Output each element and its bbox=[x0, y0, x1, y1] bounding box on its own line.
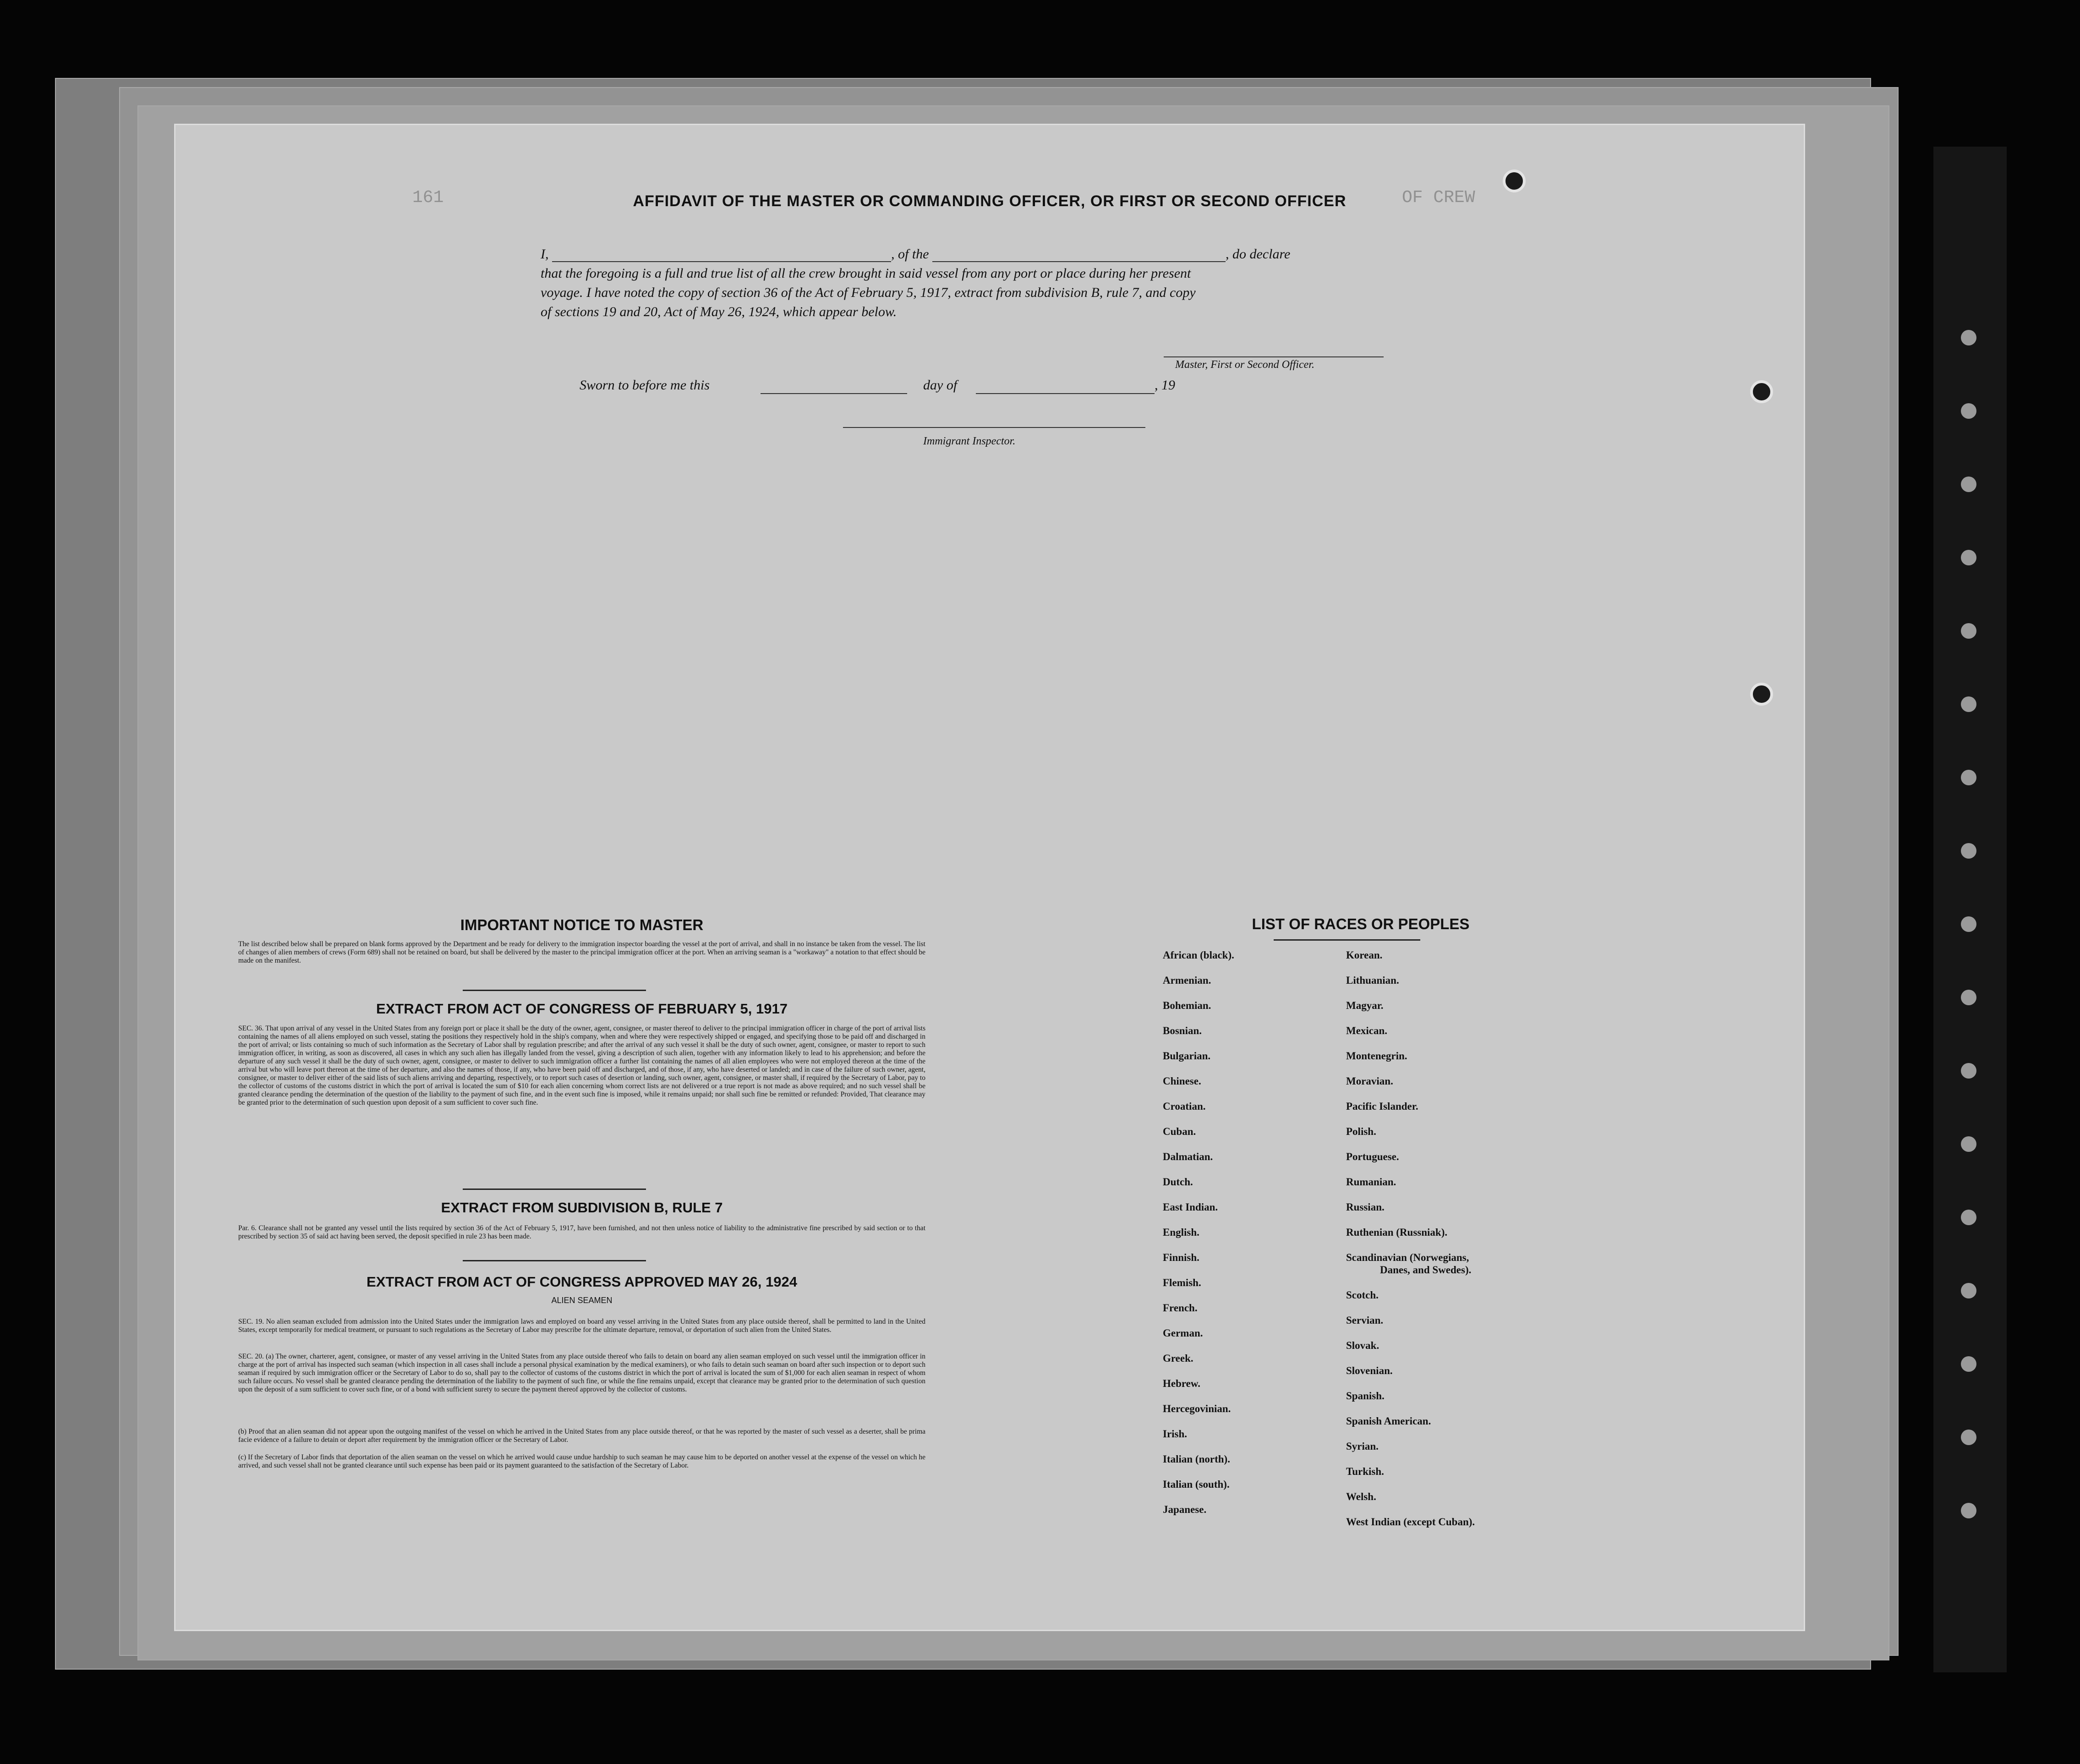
race-item: West Indian (except Cuban). bbox=[1346, 1516, 1475, 1528]
sworn-day-blank bbox=[761, 393, 907, 394]
race-item: Spanish. bbox=[1346, 1390, 1385, 1402]
divider bbox=[1274, 939, 1420, 941]
affidavit-declare: , do declare bbox=[1226, 247, 1291, 262]
race-item: Irish. bbox=[1163, 1428, 1188, 1440]
race-item: Scandinavian (Norwegians, bbox=[1346, 1252, 1469, 1263]
alien-seamen-subtitle: ALIEN SEAMEN bbox=[551, 1296, 613, 1305]
race-item: Mexican. bbox=[1346, 1025, 1388, 1036]
punch-hole bbox=[1503, 170, 1526, 192]
notice-body: The list described below shall be prepared on blank forms approved by the Department and be ready for delivery to the immigration inspector boarding the vessel at the port of arrival, and shall in no instance be taken from the vessel. The list of changes of alien members of crews (Form 689) shall not be retained on board, but shall be delivered by the master to the principal immigration officer at the port. When an arriving seaman is a "workaway" a notation to that effect should be made on the manifest. bbox=[238, 940, 925, 964]
race-item: Portuguese. bbox=[1346, 1151, 1399, 1162]
affidavit-line-1 bbox=[541, 247, 1439, 262]
race-item: Spanish American. bbox=[1346, 1415, 1431, 1427]
race-item: Welsh. bbox=[1346, 1491, 1376, 1502]
race-item: Croatian. bbox=[1163, 1101, 1206, 1112]
race-item: Flemish. bbox=[1163, 1277, 1201, 1288]
extract-1924-sec20b: (b) Proof that an alien seaman did not appear upon the outgoing manifest of the vessel on which he arrived in the United States from any place outside thereof, or that he was reported by the master of such vessel as a deserter, shall be prima facie evidence of a failure to detain or deport after requirement by the immigration officer or the Secretary of Labor. bbox=[238, 1428, 925, 1444]
affidavit-line-2: that the foregoing is a full and true list of all the crew brought in said vessel from any port or place during her present bbox=[541, 266, 1191, 281]
race-item: Greek. bbox=[1163, 1353, 1193, 1364]
race-item: Chinese. bbox=[1163, 1075, 1201, 1087]
race-item: Slovenian. bbox=[1346, 1365, 1393, 1376]
punch-hole bbox=[1750, 683, 1773, 706]
extract-1917-title: EXTRACT FROM ACT OF CONGRESS OF FEBRUARY 5, 1917 bbox=[376, 1001, 788, 1017]
rule7-body: Par. 6. Clearance shall not be granted any vessel until the lists required by section 36 of the Act of February 5, 1917, have been furnished, and not then unless notice of liability to the administrative fine prescribed by said section or to that prescribed by section 35 of said act having been served, the deposit specified in rule 23 has been made. bbox=[238, 1224, 925, 1240]
affidavit-line-3: voyage. I have noted the copy of section 36 of the Act of February 5, 1917, extract from subdivision B, rule 7, and copy bbox=[541, 285, 1196, 300]
race-item: Hebrew. bbox=[1163, 1378, 1200, 1389]
race-item: Turkish. bbox=[1346, 1466, 1384, 1477]
race-item: Syrian. bbox=[1346, 1441, 1379, 1452]
race-item: Danes, and Swedes). bbox=[1380, 1264, 1472, 1276]
race-item: Japanese. bbox=[1163, 1504, 1207, 1515]
races-title: LIST OF RACES OR PEOPLES bbox=[1252, 915, 1470, 932]
race-item: Korean. bbox=[1346, 949, 1383, 961]
race-item: Bohemian. bbox=[1163, 1000, 1211, 1011]
race-item: Polish. bbox=[1346, 1126, 1376, 1137]
document-page bbox=[174, 124, 1805, 1631]
bleed-through-header: OF CREW bbox=[1402, 188, 1475, 208]
extract-1924-sec20a: SEC. 20. (a) The owner, charterer, agent, consignee, or master of any vessel arriving in the United States from any place outside thereof who fails to detain on board any alien seaman employed on such vessel until the immigration officer in charge at the port of arrival has inspected such seaman (which inspection in all cases shall include a personal physical examination by the medical examiners), or who fails to detain such seaman on board after such inspection or to deport such seaman if required by such immigration officer or the Secretary of Labor to do so, shall pay to the collector of customs of the customs district in which the port of arrival is located the sum of $1,000 for each alien seaman in respect of whom such failure occurs. No vessel shall be granted clearance pending the determination of the liability to the payment of such fine, or while the fine remains unpaid, except that clearance may be granted prior to the determination of such question upon the deposit of a sum sufficient to cover such fine, or of a bond with sufficient surety to secure the payment thereof approved by the collector of customs. bbox=[238, 1353, 925, 1393]
race-item: Moravian. bbox=[1346, 1075, 1393, 1087]
race-item: Scotch. bbox=[1346, 1289, 1379, 1301]
inspector-signature-line bbox=[843, 427, 1145, 428]
affidavit-title: AFFIDAVIT OF THE MASTER OR COMMANDING OFFICER, OR FIRST OR SECOND OFFICER bbox=[633, 192, 1347, 210]
master-name-blank bbox=[552, 261, 891, 262]
affidavit-line-4: of sections 19 and 20, Act of May 26, 1924, which appear below. bbox=[541, 304, 897, 319]
race-item: Ruthenian (Russniak). bbox=[1346, 1227, 1448, 1238]
month-blank bbox=[976, 393, 1155, 394]
race-item: Armenian. bbox=[1163, 975, 1211, 986]
day-of-label: day of bbox=[923, 378, 958, 393]
extract-1917-body: SEC. 36. That upon arrival of any vessel in the United States from any foreign port or place it shall be the duty of the owner, agent, consignee, or master thereof to deliver to the principal immigration officer in charge of the port of arrival lists containing the names of all aliens employed on such vessel, stating the positions they respectively hold in the ship's company, when and where they were respectively shipped or engaged, and specifying those to be paid off and discharged in the port of arrival; or lists containing so much of such information as the Secretary of Labor shall by regulation prescribe; and after the arrival of any such vessel it shall be the duty of such owner, agent, consignee, or master to report to such immigration officer, in writing, as soon as discovered, all cases in which any such alien has illegally landed from the vessel, giving a description of such alien, together with any information likely to lead to his apprehension; and before the departure of any such vessel it shall be the duty of such owner, agent, consignee, or master to deliver to such immigration officer a further list containing the names of all alien employees who were not employed thereon at the time of the arrival but who will leave port thereon at the time of her departure, and also the names of those, if any, who have been paid off and discharged, and of those, if any, who have deserted or landed; and in case of the failure of such owner, agent, consignee, or master to deliver either of the said lists of such aliens arriving and departing, respectively, or to report such cases of desertion or landing, such owner, agent, consignee, or master shall, if required by the Secretary of Labor, pay to the collector of customs of the customs district in which the port of arrival is located the sum of $10 for each alien concerning whom correct lists are not delivered or a true report is not made as above required; and no such vessel shall be granted clearance pending the determination of the question of the liability to the payment of such fine, and in the event such fine is imposed, while it remains unpaid; nor shall such fine be remitted or refunded: Provided, That clearance may be granted prior to the determination of such question upon deposit of a sum sufficient to cover such fine. bbox=[238, 1024, 925, 1107]
race-item: Cuban. bbox=[1163, 1126, 1196, 1137]
race-item: English. bbox=[1163, 1227, 1199, 1238]
year-label: , 19 bbox=[1155, 378, 1175, 393]
vessel-name-blank bbox=[932, 261, 1226, 262]
race-item: Bulgarian. bbox=[1163, 1050, 1211, 1062]
inspector-label: Immigrant Inspector. bbox=[923, 435, 1016, 447]
affidavit-of-the: , of the bbox=[891, 247, 929, 262]
master-signature-label: Master, First or Second Officer. bbox=[1175, 359, 1314, 371]
race-item: Italian (north). bbox=[1163, 1453, 1230, 1465]
extract-1924-sec19: SEC. 19. No alien seaman excluded from admission into the United States under the immigration laws and employed on board any vessel arriving in the United States from any place outside thereof, shall be permitted to land in the United States, except temporarily for medical treatment, or pursuant to such regulations as the Secretary of Labor may prescribe for the ultimate departure, removal, or deportation of such alien from the United States. bbox=[238, 1318, 925, 1334]
race-item: Dutch. bbox=[1163, 1176, 1193, 1188]
divider bbox=[463, 1189, 646, 1190]
race-item: Italian (south). bbox=[1163, 1479, 1230, 1490]
race-item: Finnish. bbox=[1163, 1252, 1199, 1263]
race-item: Montenegrin. bbox=[1346, 1050, 1407, 1062]
signature-line bbox=[1164, 356, 1384, 357]
race-item: Rumanian. bbox=[1346, 1176, 1396, 1188]
notice-title: IMPORTANT NOTICE TO MASTER bbox=[460, 916, 704, 933]
sworn-label: Sworn to before me this bbox=[580, 378, 710, 393]
race-item: African (black). bbox=[1163, 949, 1234, 961]
race-item: Russian. bbox=[1346, 1201, 1385, 1213]
extract-1924-sec20c: (c) If the Secretary of Labor finds that deportation of the alien seaman on the vessel on which he arrived would cause undue hardship to such seaman he may cause him to be deported on another vessel at the expense of the vessel on which he arrived, and such vessel shall not be granted clearance until such expense has been paid or its payment guaranteed to the satisfaction of the Secretary of Labor. bbox=[238, 1453, 925, 1469]
race-item: Servian. bbox=[1346, 1315, 1384, 1326]
affidavit-i: I, bbox=[541, 247, 549, 262]
race-item: Lithuanian. bbox=[1346, 975, 1399, 986]
race-item: Hercegovinian. bbox=[1163, 1403, 1231, 1414]
race-item: German. bbox=[1163, 1327, 1203, 1339]
race-item: Dalmatian. bbox=[1163, 1151, 1213, 1162]
extract-1924-title: EXTRACT FROM ACT OF CONGRESS APPROVED MAY 26, 1924 bbox=[367, 1274, 797, 1290]
race-item: French. bbox=[1163, 1302, 1198, 1314]
binding-strip bbox=[1933, 147, 2007, 1672]
punch-hole bbox=[1750, 380, 1773, 403]
race-item: Magyar. bbox=[1346, 1000, 1384, 1011]
race-item: Slovak. bbox=[1346, 1340, 1379, 1351]
race-item: Bosnian. bbox=[1163, 1025, 1202, 1036]
divider bbox=[463, 990, 646, 991]
race-item: East Indian. bbox=[1163, 1201, 1218, 1213]
rule7-title: EXTRACT FROM SUBDIVISION B, RULE 7 bbox=[441, 1200, 723, 1216]
divider bbox=[463, 1260, 646, 1261]
bleed-through-form-number: 161 bbox=[412, 188, 444, 208]
race-item: Pacific Islander. bbox=[1346, 1101, 1418, 1112]
